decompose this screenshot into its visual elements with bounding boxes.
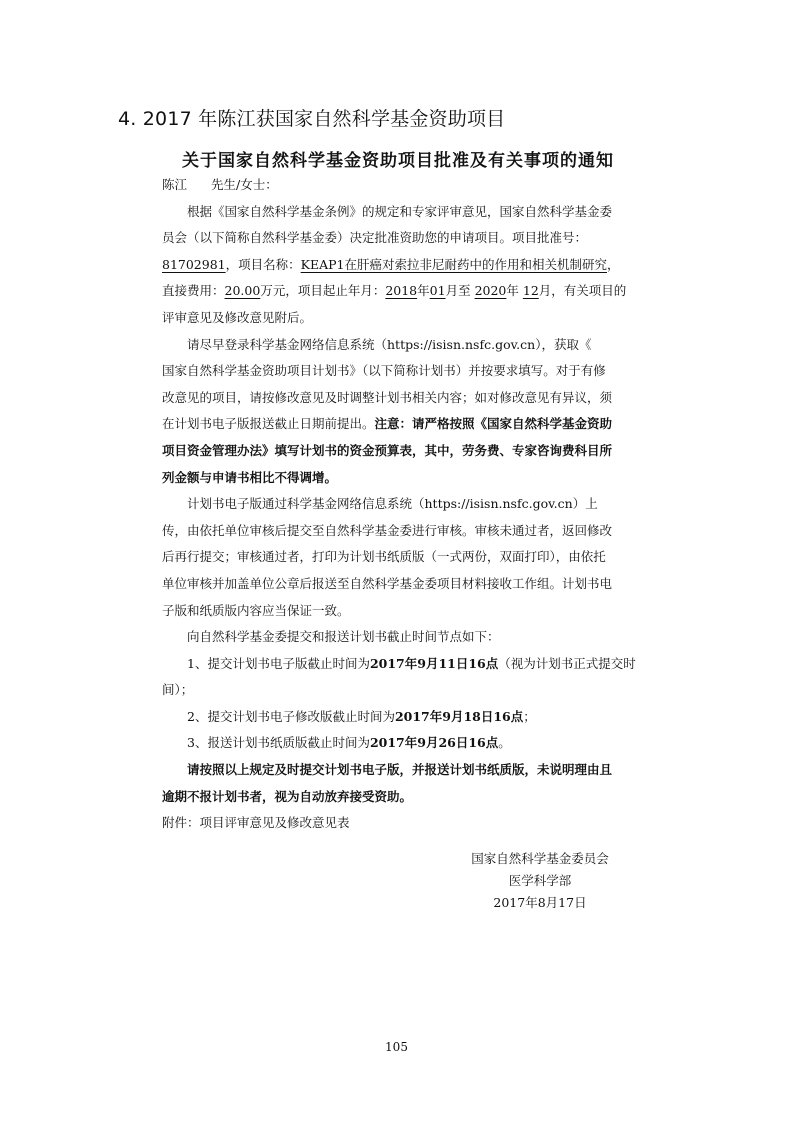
paragraph-submission [162, 491, 632, 624]
deadline-time-3: 2017年9月26日16点 [369, 735, 499, 751]
instructions-line-1: 请尽早登录科学基金网络信息系统（https://isisn.nsfc.gov.cn），获取《 [187, 336, 592, 352]
deadline-item-1-cont: 间）； [162, 682, 194, 698]
approval-line-3: 81702981，项目名称：KEAP1在肝癌对索拉非尼耐药中的作用和相关机制研究， [162, 256, 620, 272]
deadline-intro: 向自然科学基金委提交和报送计划书截止时间节点如下： [187, 629, 500, 645]
warning-line-1: 请按照以上规定及时提交计划书电子版，并报送计划书纸质版，未说明理由且 [187, 762, 613, 778]
warning-paragraph [162, 757, 632, 810]
submission-line-1: 计划书电子版通过科学基金网络信息系统（https://isisn.nsfc.gov.cn）上 [187, 496, 598, 512]
deadline-time-1: 2017年9月11日16点 [369, 655, 499, 671]
deadline-list [162, 624, 636, 757]
submission-line-4: 单位审核并加盖单位公章后报送至自然科学基金委项目材料接收工作组。计划书电 [162, 575, 613, 591]
end-month: 12 [522, 283, 539, 299]
approval-line-4: 直接费用：20.00万元，项目起止年月：2018年01月至 2020年 12月，有关项目的 [162, 283, 627, 299]
start-month: 01 [429, 283, 446, 299]
paragraph-approval [162, 199, 632, 332]
recipient-name: 陈江 [162, 177, 188, 192]
instructions-line-4: 在计划书电子版报送截止日期前提出。注意：请严格按照《国家自然科学基金资助 [162, 416, 613, 432]
page-number: 105 [385, 1040, 408, 1054]
instructions-line-3: 改意见的项目，请按修改意见及时调整计划书相关内容；如对修改意见有异议，须 [162, 389, 613, 405]
approval-line-2: 员会（以下简称自然科学基金委）决定批准资助您的申请项目。项目批准号： [162, 230, 588, 246]
submission-line-2: 传，由依托单位审核后提交至自然科学基金委进行审核。审核未通过者，返回修改 [162, 522, 613, 538]
submission-line-5: 子版和纸质版内容应当保证一致。 [162, 602, 350, 618]
warning-line-2: 逾期不报计划书者，视为自动放弃接受资助。 [162, 788, 413, 804]
signature-dept: 医学科学部 [508, 873, 572, 888]
instructions-line-2: 国家自然科学基金资助项目计划书》（以下简称计划书）并按要求填写。对于有修 [162, 363, 606, 379]
direct-cost: 20.00 [224, 283, 261, 299]
notice-title: 关于国家自然科学基金资助项目批准及有关事项的通知 [182, 151, 614, 171]
signature-block [440, 848, 640, 914]
approval-line-5: 评审意见及修改意见附后。 [162, 309, 313, 325]
paragraph-instructions [162, 332, 632, 492]
deadline-item-1: 1、提交计划书电子版截止时间为2017年9月11日16点（视为计划书正式提交时 [187, 655, 636, 671]
greeting [162, 172, 632, 199]
approval-line-1: 根据《国家自然科学基金条例》的规定和专家评审意见，国家自然科学基金委 [187, 203, 613, 219]
deadline-item-2: 2、提交计划书电子修改版截止时间为2017年9月18日16点； [187, 708, 536, 724]
salutation: 先生/女士： [211, 177, 278, 192]
deadline-time-2: 2017年9月18日16点 [394, 708, 524, 724]
signature-date: 2017年8月17日 [493, 895, 587, 910]
submission-line-3: 后再行提交；审核通过者，打印为计划书纸质版（一式两份，双面打印），由依托 [162, 549, 606, 565]
start-year: 2018 [385, 283, 418, 299]
project-name: KEAP1在肝癌对索拉非尼耐药中的作用和相关机制研究 [300, 256, 607, 272]
instructions-line-5: 项目资金管理办法》填写计划书的资金预算表，其中，劳务费、专家咨询费科目所 [162, 442, 613, 458]
attachment-note: 附件：项目评审意见及修改意见表 [162, 815, 350, 831]
signature-org: 国家自然科学基金委员会 [471, 851, 609, 866]
instructions-line-6: 列金额与申请书相比不得调增。 [162, 469, 338, 485]
section-title: 4. 2017 年陈江获国家自然科学基金资助项目 [118, 108, 506, 130]
end-year: 2020 [474, 283, 507, 299]
letter-body [162, 172, 636, 837]
project-number: 81702981 [162, 256, 226, 272]
notice-emphasis: 注意：请严格按照《国家自然科学基金资助 [374, 416, 613, 432]
deadline-item-3: 3、报送计划书纸质版截止时间为2017年9月26日16点。 [187, 735, 511, 751]
